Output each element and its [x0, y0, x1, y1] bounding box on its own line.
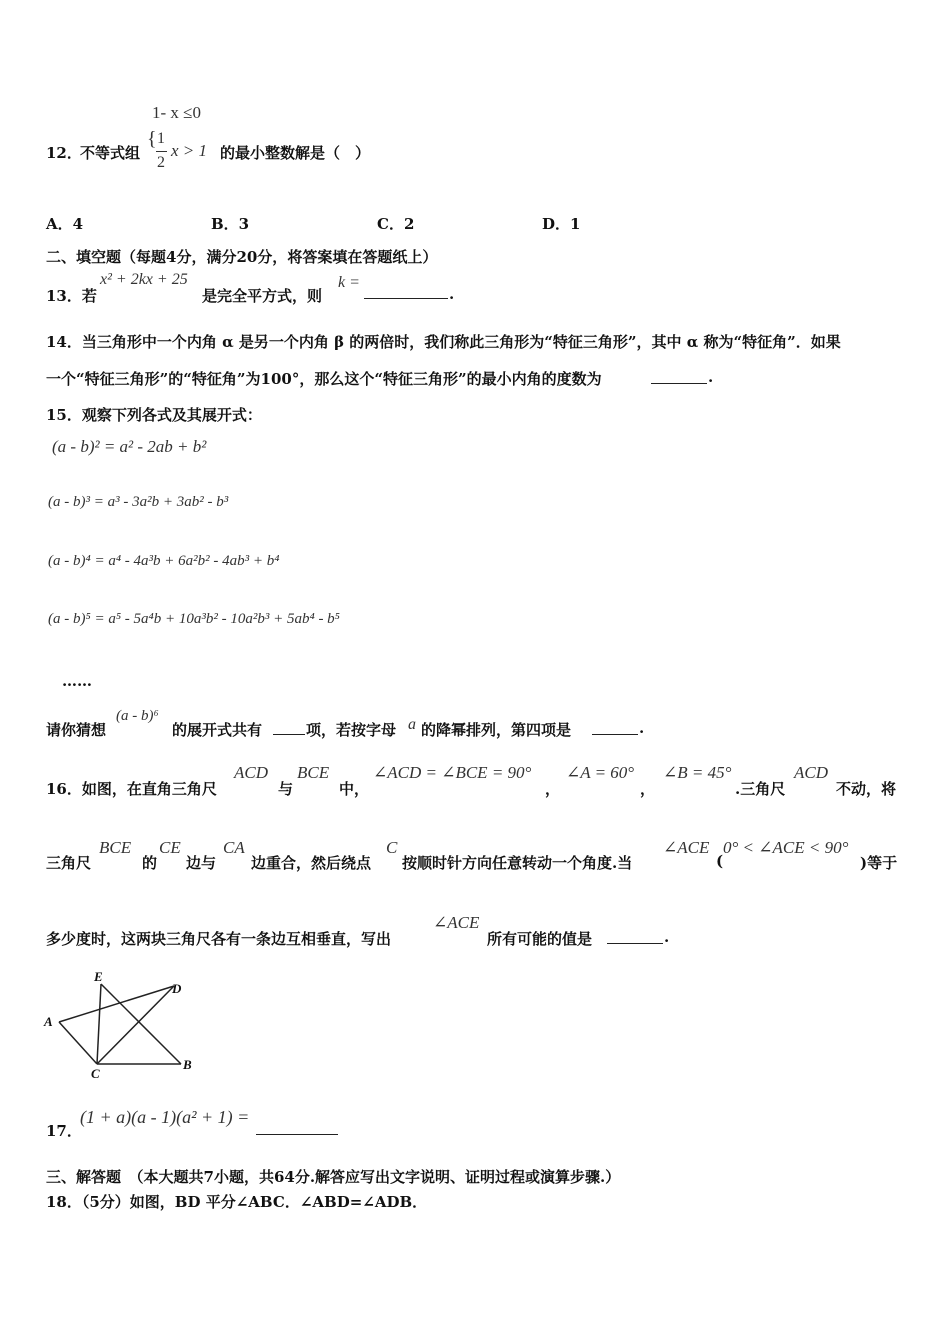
- q13-expression: x² + 2kx + 25: [100, 271, 188, 288]
- q16-acd: ACD: [234, 763, 268, 782]
- q14-end: .: [708, 368, 714, 386]
- q16-l1-d: .三角尺: [735, 780, 786, 798]
- q12-brace: {: [147, 128, 157, 150]
- q15-question-expr: (a - b)⁶: [116, 708, 159, 724]
- q16-c: C: [386, 838, 398, 857]
- q16-l2-g: )等于: [860, 854, 898, 872]
- q15-eq-2: (a - b)² = a² - 2ab + b²: [52, 437, 207, 456]
- q13-prefix: 13．若: [46, 287, 97, 305]
- q16-l2-f: (: [716, 852, 724, 870]
- q16-label-d: D: [172, 981, 182, 996]
- q16-line-ac: [59, 1022, 97, 1064]
- q16-bce-2: BCE: [99, 838, 132, 857]
- q17-answer-blank[interactable]: [256, 1134, 338, 1135]
- q16-l2-d: 边重合，然后绕点: [251, 854, 372, 872]
- q15-answer-blank-2[interactable]: [592, 734, 638, 735]
- q12-inequality-1: 1- x ≤0: [152, 103, 201, 122]
- q13-middle: 是完全平方式，则: [202, 287, 323, 305]
- q12-tail: 的最小整数解是（ ）: [220, 144, 371, 162]
- q15-letter-a: a: [408, 716, 416, 733]
- q16-acd-2: ACD: [794, 763, 828, 782]
- q16-l3-b: 所有可能的值是: [487, 930, 593, 948]
- q16-bce: BCE: [297, 763, 330, 782]
- q16-comma-2: ，: [640, 780, 656, 798]
- q16-l3-a: 多少度时，这两块三角尺各有一条边互相垂直，写出: [46, 930, 392, 948]
- q17-number: 17．: [46, 1122, 82, 1140]
- q12-option-b: B．3: [211, 215, 250, 233]
- q15-eq-5: (a - b)⁵ = a⁵ - 5a⁴b + 10a³b² - 10a²b³ + 5ab⁴ - b⁵: [48, 611, 340, 627]
- q18-text: 18．（5分）如图，BD 平分∠ABC．∠ABD=∠ADB．: [46, 1193, 428, 1211]
- q16-l1-b: 与: [278, 780, 294, 798]
- q16-l2-e: 按顺时针方向任意转动一个角度.当: [402, 854, 633, 872]
- q16-ca: CA: [223, 838, 245, 857]
- q12-frac-den: 2: [157, 154, 165, 171]
- q12-inequality-2: x > 1: [171, 141, 208, 160]
- q16-ace: ∠ACE: [663, 838, 710, 857]
- q12-number: 12．: [46, 144, 82, 162]
- q16-range: 0° < ∠ACE < 90°: [723, 838, 849, 857]
- q15-ellipsis: ……: [62, 672, 92, 690]
- q16-l2-a: 三角尺: [46, 854, 92, 872]
- q12-option-d: D．1: [542, 215, 581, 233]
- q16-angles-eq: ∠ACD = ∠BCE = 90°: [373, 763, 532, 782]
- q16-label-b: B: [183, 1057, 192, 1072]
- q15-eq-3: (a - b)³ = a³ - 3a²b + 3ab² - b³: [48, 494, 229, 510]
- q16-ace-2: ∠ACE: [433, 913, 480, 932]
- q12-frac-num: 1: [157, 130, 165, 147]
- q16-angle-b: ∠B = 45°: [663, 763, 732, 782]
- q14-line-2: 一个“特征三角形”的“特征角”为100°，那么这个“特征三角形”的最小内角的度数为: [46, 370, 602, 388]
- q15-eq-4: (a - b)⁴ = a⁴ - 4a³b + 6a²b² - 4ab³ + b⁴: [48, 553, 280, 569]
- q14-line-1: 14．当三角形中一个内角 α 是另一个内角 β 的两倍时，我们称此三角形为“特征三角形”，其中 α 称为“特征角”．如果: [46, 333, 841, 351]
- q16-label-e: E: [94, 969, 103, 984]
- q15-question-c: 项，若按字母: [306, 721, 397, 739]
- q13-answer-blank[interactable]: [364, 298, 448, 299]
- q15-question-b: 的展开式共有: [172, 721, 263, 739]
- q12-option-a: A．4: [46, 215, 84, 233]
- q16-l1-e: 不动，将: [836, 780, 897, 798]
- q17-expression: (1 + a)(a - 1)(a² + 1) =: [80, 1107, 250, 1127]
- q16-angle-a: ∠A = 60°: [566, 763, 635, 782]
- q16-l1-c: 中，: [339, 780, 370, 798]
- section2-heading: 二、填空题（每题4分，满分20分，将答案填在答题纸上）: [46, 248, 438, 266]
- q15-intro: 15．观察下列各式及其展开式：: [46, 406, 262, 424]
- q16-ce: CE: [159, 838, 181, 857]
- q16-l1-a: 16．如图，在直角三角尺: [46, 780, 217, 798]
- q13-end: .: [449, 285, 455, 303]
- q16-l3-end: .: [664, 928, 670, 946]
- q12-stem: 不等式组: [80, 144, 141, 162]
- q12-option-c: C．2: [377, 215, 415, 233]
- q15-question-a: 请你猜想: [46, 721, 107, 739]
- q16-figure: [40, 966, 200, 1086]
- q16-label-c: C: [91, 1066, 100, 1081]
- q16-line-ec: [97, 984, 101, 1064]
- q16-answer-blank[interactable]: [607, 943, 663, 944]
- q15-answer-blank-1[interactable]: [273, 734, 305, 735]
- q16-l2-c: 边与: [186, 854, 217, 872]
- q13-k: k =: [338, 274, 360, 291]
- q14-answer-blank[interactable]: [651, 383, 707, 384]
- q16-comma-1: ，: [545, 780, 561, 798]
- q15-question-d: 的降幂排列，第四项是: [421, 721, 572, 739]
- q12-frac-bar: [156, 151, 167, 152]
- section3-heading: 三、解答题 （本大题共7小题，共64分.解答应写出文字说明、证明过程或演算步骤.）: [46, 1168, 621, 1186]
- q15-end: .: [639, 719, 645, 737]
- q16-l2-b: 的: [142, 854, 158, 872]
- q16-label-a: A: [44, 1014, 53, 1029]
